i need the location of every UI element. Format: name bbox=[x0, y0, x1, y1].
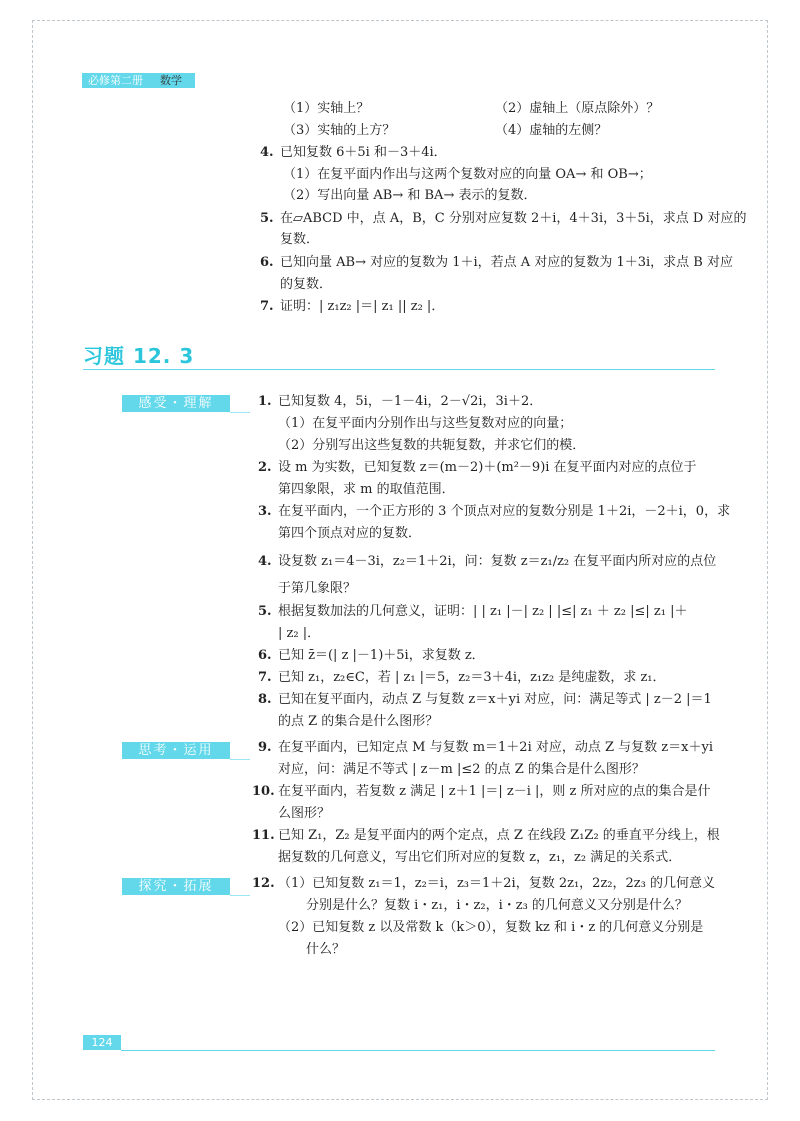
exercise-11-line2: 据复数的几何意义，写出它们所对应的复数 z，z₁，z₂ 满足的关系式． bbox=[278, 850, 682, 865]
exercise-12-sub2-line2: 什么？ bbox=[306, 942, 346, 957]
page-number: 124 bbox=[83, 1035, 121, 1050]
badge-underline bbox=[230, 895, 250, 896]
exercise-2-line1: 设 m 为实数，已知复数 z＝(m－2)＋(m²－9)i 在复平面内对应的点位于 bbox=[278, 460, 697, 475]
header-book-title: 必修第二册 bbox=[88, 74, 143, 87]
exercise-9-line1: 在复平面内，已知定点 M 与复数 m＝1＋2i 对应，动点 Z 与复数 z＝x＋yi bbox=[278, 740, 713, 755]
exercise-number-1: 1. bbox=[258, 394, 272, 409]
exercise-number-2: 2. bbox=[258, 460, 272, 475]
item-number-4: 4. bbox=[260, 145, 274, 160]
exercise-number-4: 4. bbox=[258, 554, 272, 569]
exercise-8-line2: 的点 Z 的集合是什么图形？ bbox=[278, 714, 439, 729]
header-subject: 数学 bbox=[160, 74, 182, 87]
exercise-number-9: 9. bbox=[258, 740, 272, 755]
exercise-2-line2: 第四象限，求 m 的取值范围． bbox=[278, 482, 455, 497]
exercise-number-11: 11. bbox=[252, 828, 275, 843]
exercise-10-line1: 在复平面内，若复数 z 满足 | z＋1 |＝| z－i |，则 z 所对应的点的集合是什 bbox=[278, 784, 711, 799]
badge-perceive-understand: 感受・理解 bbox=[122, 395, 230, 412]
exercise-4-line2: 于第几象限？ bbox=[278, 581, 357, 596]
item-6-line1: 已知向量 AB→ 对应的复数为 1＋i，若点 A 对应的复数为 1＋3i，求点 B 对应 bbox=[280, 255, 733, 270]
exercise-3-line1: 在复平面内，一个正方形的 3 个顶点对应的复数分别是 1＋2i，－2＋i，0，求 bbox=[278, 504, 731, 519]
exercise-4-line1: 设复数 z₁＝4－3i，z₂＝1＋2i，问：复数 z＝z₁/z₂ 在复平面内所对应的点位 bbox=[278, 554, 717, 569]
exercise-number-12: 12. bbox=[252, 876, 275, 891]
exercise-1-sub2: （2）分别写出这些复数的共轭复数，并求它们的模． bbox=[278, 438, 586, 453]
sub-item-a1: （1）实轴上？ bbox=[283, 101, 370, 116]
exercise-number-6: 6. bbox=[258, 648, 272, 663]
item-7-text: 证明：| z₁z₂ |＝| z₁ || z₂ |． bbox=[280, 299, 445, 314]
exercise-12-sub2-line1: （2）已知复数 z 以及常数 k（k＞0），复数 kz 和 i・z 的几何意义分别是 bbox=[278, 920, 704, 935]
exercise-8-line1: 已知在复平面内，动点 Z 与复数 z＝x＋yi 对应，问：满足等式 | z－2 |＝1 bbox=[278, 692, 712, 707]
exercise-12-sub1-line1: （1）已知复数 z₁＝1，z₂＝i，z₃＝1＋2i，复数 2z₁，2z₂，2z₃ 的几何意义 bbox=[278, 876, 715, 891]
item-number-5: 5. bbox=[260, 211, 274, 226]
exercise-6-text: 已知 z̄＝(| z |－1)＋5i，求复数 z． bbox=[278, 648, 485, 663]
item-4-sub1: （1）在复平面内作出与这两个复数对应的向量 OA→ 和 OB→； bbox=[283, 167, 652, 182]
sub-item-a3: （3）实轴的上方？ bbox=[283, 123, 396, 138]
exercise-7-text: 已知 z₁，z₂∈C，若 | z₁ |＝5，z₂＝3＋4i，z₁z₂ 是纯虚数，求 z₁． bbox=[278, 670, 666, 685]
exercise-number-3: 3. bbox=[258, 504, 272, 519]
item-6-line2: 的复数． bbox=[280, 277, 333, 292]
sub-item-a2: （2）虚轴上（原点除外）？ bbox=[495, 101, 660, 116]
badge-underline bbox=[230, 412, 250, 413]
badge-explore-extend: 探究・拓展 bbox=[122, 878, 230, 895]
sub-item-a4: （4）虚轴的左侧？ bbox=[495, 123, 608, 138]
exercise-number-7: 7. bbox=[258, 670, 272, 685]
badge-think-apply: 思考・运用 bbox=[122, 742, 230, 759]
exercise-1-text: 已知复数 4，5i，－1－4i，2－√2i，3i＋2． bbox=[278, 394, 543, 409]
section-divider bbox=[83, 369, 715, 370]
item-5-line1: 在▱ABCD 中，点 A，B，C 分别对应复数 2＋i，4＋3i，3＋5i，求点 D 对应的 bbox=[280, 211, 747, 226]
exercise-5-line2: | z₂ |． bbox=[278, 626, 321, 641]
footer-rule bbox=[121, 1050, 715, 1051]
exercise-number-10: 10. bbox=[252, 784, 275, 799]
exercise-number-8: 8. bbox=[258, 692, 272, 707]
exercise-number-5: 5. bbox=[258, 604, 272, 619]
badge-underline bbox=[230, 759, 250, 760]
exercise-11-line1: 已知 Z₁，Z₂ 是复平面内的两个定点，点 Z 在线段 Z₁Z₂ 的垂直平分线上，根 bbox=[278, 828, 720, 843]
exercise-10-line2: 么图形？ bbox=[278, 806, 331, 821]
item-5-line2: 复数． bbox=[280, 232, 320, 247]
item-number-7: 7. bbox=[260, 299, 274, 314]
exercise-5-line1: 根据复数加法的几何意义，证明：| | z₁ |－| z₂ | |≤| z₁ ＋ z₂ |≤| z₁ |＋ bbox=[278, 604, 688, 619]
item-4-text: 已知复数 6＋5i 和－3＋4i． bbox=[280, 145, 447, 160]
exercise-12-sub1-line2: 分别是什么？复数 i・z₁，i・z₂，i・z₃ 的几何意义又分别是什么？ bbox=[306, 898, 688, 913]
exercise-1-sub1: （1）在复平面内分别作出与这些复数对应的向量； bbox=[278, 416, 573, 431]
item-number-6: 6. bbox=[260, 255, 274, 270]
item-4-sub2: （2）写出向量 AB→ 和 BA→ 表示的复数． bbox=[283, 188, 537, 203]
exercise-3-line2: 第四个顶点对应的复数． bbox=[278, 526, 422, 541]
exercise-9-line2: 对应，问：满足不等式 | z－m |≤2 的点 Z 的集合是什么图形？ bbox=[278, 762, 645, 777]
section-title: 习题 12. 3 bbox=[83, 344, 195, 368]
